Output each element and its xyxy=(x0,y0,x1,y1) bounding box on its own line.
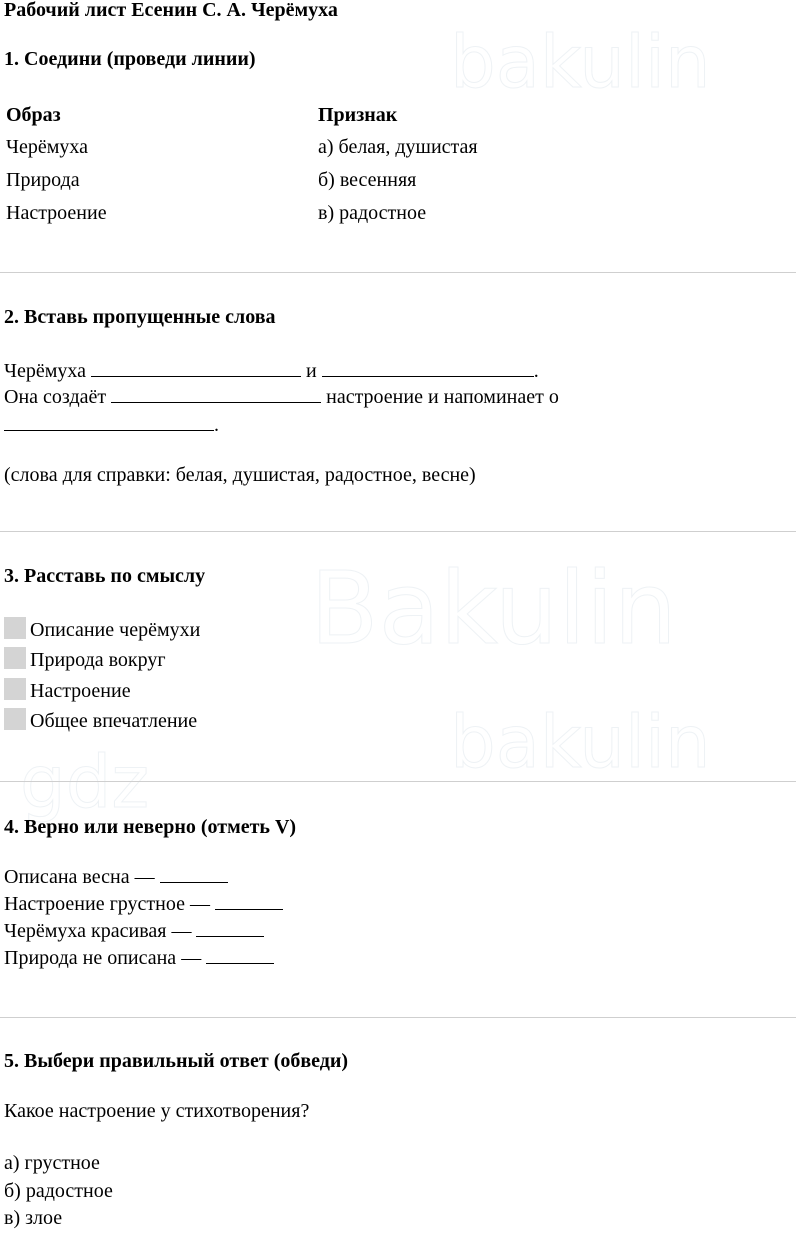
answer-blank[interactable] xyxy=(215,891,283,910)
checkbox[interactable] xyxy=(4,708,26,730)
checkbox[interactable] xyxy=(4,617,26,639)
word-hint: (слова для справки: белая, душистая, радостное, весне) xyxy=(4,464,476,486)
checkbox[interactable] xyxy=(4,647,26,669)
section-divider xyxy=(0,272,796,273)
order-item-label: Природа вокруг xyxy=(30,649,166,671)
true-false-item xyxy=(4,891,283,917)
fill-line-2 xyxy=(4,384,559,410)
match-left-item[interactable]: Настроение xyxy=(6,202,107,224)
match-right-item[interactable]: б) весенняя xyxy=(318,169,417,191)
section-5-heading: 5. Выбери правильный ответ (обведи) xyxy=(4,1050,349,1072)
order-item-label: Настроение xyxy=(30,680,131,702)
fill-text: Черёмуха xyxy=(4,360,87,382)
section-divider xyxy=(0,531,796,532)
fill-line-3 xyxy=(4,412,219,438)
watermark-text: Bakulin xyxy=(310,550,678,667)
fill-text: . xyxy=(214,414,219,436)
order-item-label: Общее впечатление xyxy=(30,710,198,732)
watermark-text: bakulin xyxy=(450,20,711,104)
section-2-heading: 2. Вставь пропущенные слова xyxy=(4,306,276,328)
answer-blank[interactable] xyxy=(206,945,274,964)
true-false-item xyxy=(4,864,228,890)
section-4-heading: 4. Верно или неверно (отметь V) xyxy=(4,816,297,838)
checkbox[interactable] xyxy=(4,678,26,700)
watermark-text: gdz xyxy=(20,740,150,824)
statement-text: Природа не описана — xyxy=(4,947,202,969)
section-3-heading: 3. Расставь по смыслу xyxy=(4,565,206,587)
answer-option[interactable]: б) радостное xyxy=(4,1180,113,1202)
answer-blank[interactable] xyxy=(196,918,264,937)
page-title: Рабочий лист Есенин С. А. Черёмуха xyxy=(4,0,338,21)
fill-text: настроение и напоминает о xyxy=(326,386,559,408)
column-header-attribute: Признак xyxy=(318,104,398,126)
order-item[interactable] xyxy=(4,647,166,673)
section-divider xyxy=(0,781,796,782)
match-left-item[interactable]: Природа xyxy=(6,169,80,191)
order-item[interactable] xyxy=(4,678,131,704)
match-right-item[interactable]: а) белая, душистая xyxy=(318,136,478,158)
order-item[interactable] xyxy=(4,617,200,643)
blank-field[interactable] xyxy=(91,358,301,377)
match-left-item[interactable]: Черёмуха xyxy=(6,136,89,158)
fill-text: и xyxy=(306,360,317,382)
order-item-label: Описание черёмухи xyxy=(30,619,201,641)
true-false-item xyxy=(4,945,274,971)
answer-option[interactable]: а) грустное xyxy=(4,1152,100,1174)
blank-field[interactable] xyxy=(322,358,534,377)
answer-blank[interactable] xyxy=(160,864,228,883)
section-divider xyxy=(0,1017,796,1018)
statement-text: Настроение грустное — xyxy=(4,893,210,915)
fill-text: . xyxy=(533,360,539,382)
question-text: Какое настроение у стихотворения? xyxy=(4,1100,310,1122)
section-1-heading: 1. Соедини (проведи линии) xyxy=(4,48,256,70)
blank-field[interactable] xyxy=(111,384,321,403)
fill-line-1 xyxy=(4,358,539,384)
statement-text: Описана весна — xyxy=(4,866,155,888)
answer-option[interactable]: в) злое xyxy=(4,1207,63,1229)
fill-text: Она создаёт xyxy=(4,386,107,408)
true-false-item xyxy=(4,918,264,944)
order-item[interactable] xyxy=(4,708,197,734)
match-right-item[interactable]: в) радостное xyxy=(318,202,427,224)
column-header-image: Образ xyxy=(6,104,61,126)
watermark-text: bakulin xyxy=(450,700,711,784)
statement-text: Черёмуха красивая — xyxy=(4,920,192,942)
blank-field[interactable] xyxy=(4,412,214,431)
